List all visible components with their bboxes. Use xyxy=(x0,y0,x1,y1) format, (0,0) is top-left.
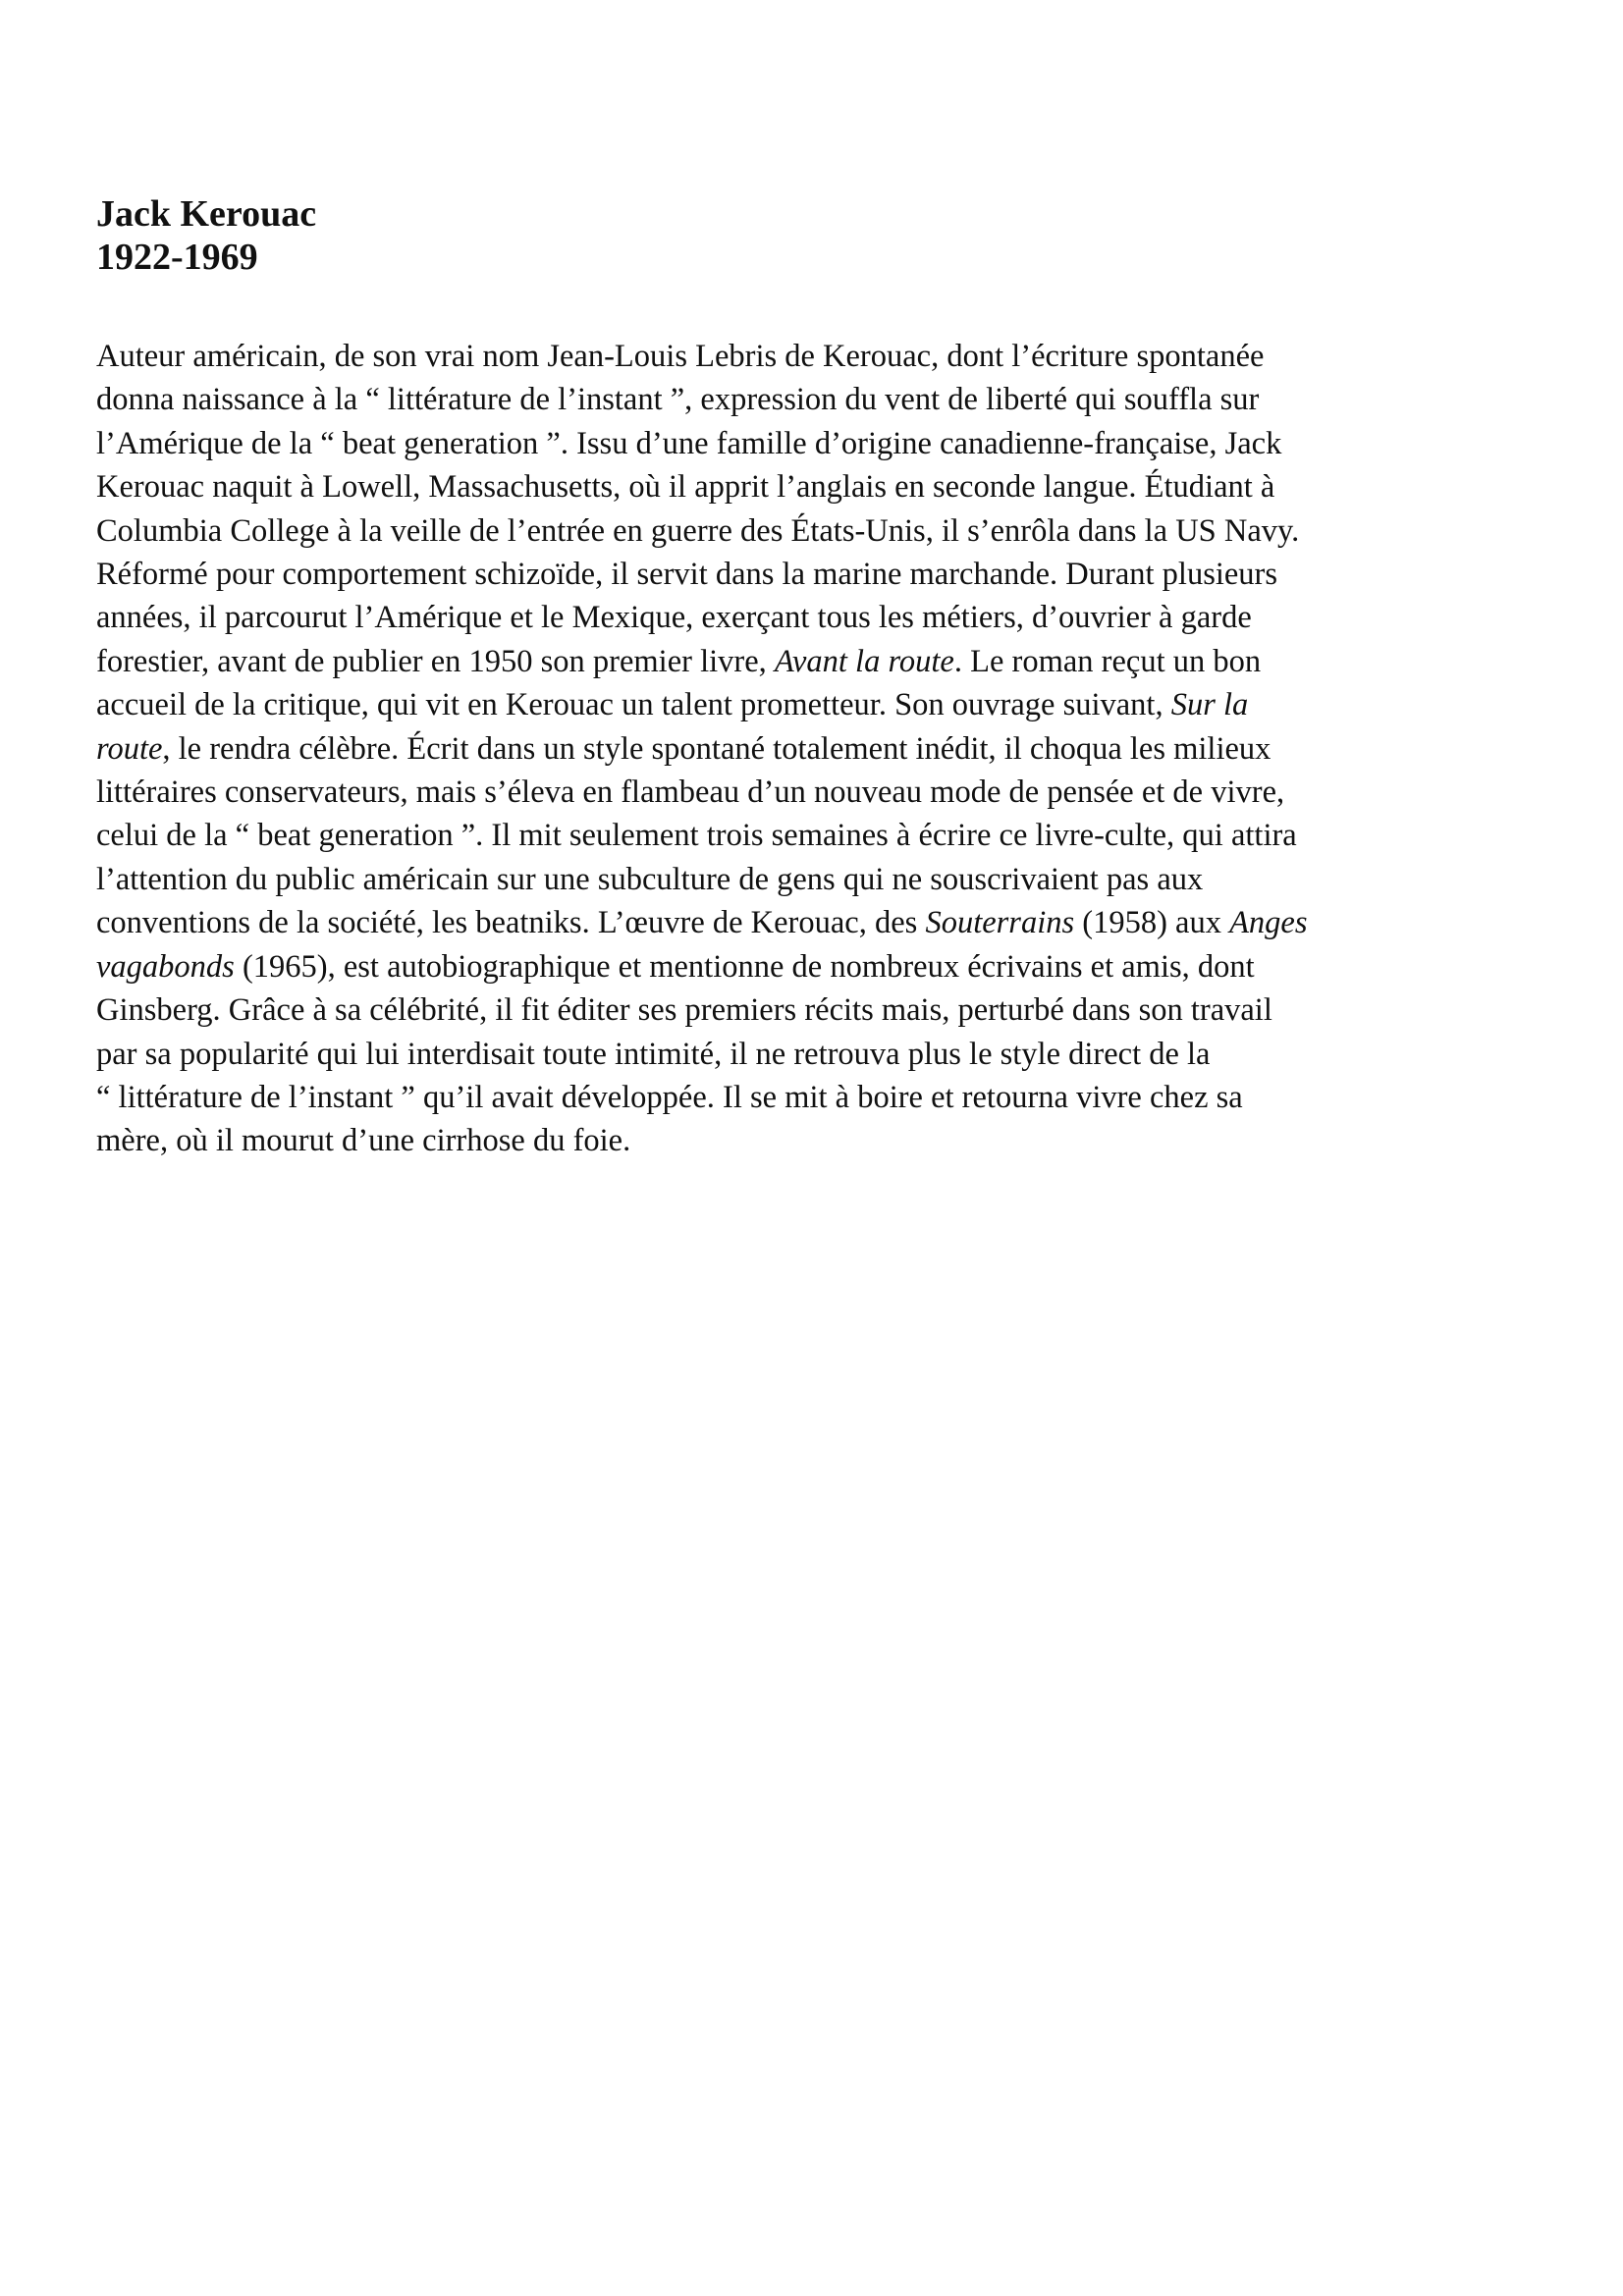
bio-line: vagabonds (1965), est autobiographique et mentionne de nombreux écrivains et amis, dont xyxy=(96,948,1255,985)
bio-line: l’Amérique de la “ beat generation ”. Issu d’une famille d’origine canadienne-française, Jack xyxy=(96,425,1282,461)
author-name: Jack Kerouac xyxy=(96,193,317,235)
bio-line: littéraires conservateurs, mais s’éleva en flambeau d’un nouveau mode de pensée et de vivre, xyxy=(96,774,1285,811)
book-title: Anges xyxy=(1229,905,1308,941)
bio-line: route, le rendra célèbre. Écrit dans un style spontané totalement inédit, il choqua les milieux xyxy=(96,730,1271,767)
bio-line: accueil de la critique, qui vit en Kerouac un talent prometteur. Son ouvrage suivant, Sur la xyxy=(96,687,1249,723)
bio-line: années, il parcourut l’Amérique et le Mexique, exerçant tous les métiers, d’ouvrier à garde xyxy=(96,600,1252,636)
book-title: Avant la route xyxy=(774,643,954,679)
bio-line: Columbia College à la veille de l’entrée en guerre des États-Unis, il s’enrôla dans la US Navy. xyxy=(96,512,1300,549)
bio-line: forestier, avant de publier en 1950 son premier livre, Avant la route. Le roman reçut un bon xyxy=(96,643,1262,679)
document-heading xyxy=(96,192,1530,279)
bio-line: Réformé pour comportement schizoïde, il servit dans la marine marchande. Durant plusieurs xyxy=(96,557,1278,593)
bio-line: Auteur américain, de son vrai nom Jean-Louis Lebris de Kerouac, dont l’écriture spontanée xyxy=(96,339,1265,374)
bio-line: conventions de la société, les beatniks. L’œuvre de Kerouac, des Souterrains (1958) aux Anges xyxy=(96,905,1308,941)
book-title: route xyxy=(96,730,163,767)
book-title: Sur la xyxy=(1170,687,1249,723)
bio-line: mère, où il mourut d’une cirrhose du foie. xyxy=(96,1123,631,1159)
author-years: 1922-1969 xyxy=(96,237,258,278)
bio-line: l’attention du public américain sur une subculture de gens qui ne souscrivaient pas aux xyxy=(96,861,1204,897)
bio-line: par sa popularité qui lui interdisait toute intimité, il ne retrouva plus le style direct de la xyxy=(96,1036,1211,1072)
bio-line: Ginsberg. Grâce à sa célébrité, il fit éditer ses premiers récits mais, perturbé dans son travail xyxy=(96,992,1272,1029)
book-title: Souterrains xyxy=(925,905,1075,941)
book-title: vagabonds xyxy=(96,948,235,985)
biography-paragraph xyxy=(96,335,1540,1163)
bio-line: Kerouac naquit à Lowell, Massachusetts, où il apprit l’anglais en seconde langue. Étudiant à xyxy=(96,469,1275,506)
bio-line: celui de la “ beat generation ”. Il mit seulement trois semaines à écrire ce livre-culte, qui attira xyxy=(96,818,1297,854)
bio-line: “ littérature de l’instant ” qu’il avait développée. Il se mit à boire et retourna vivre chez sa xyxy=(96,1079,1243,1115)
bio-line: donna naissance à la “ littérature de l’instant ”, expression du vent de liberté qui souffla sur xyxy=(96,382,1260,418)
